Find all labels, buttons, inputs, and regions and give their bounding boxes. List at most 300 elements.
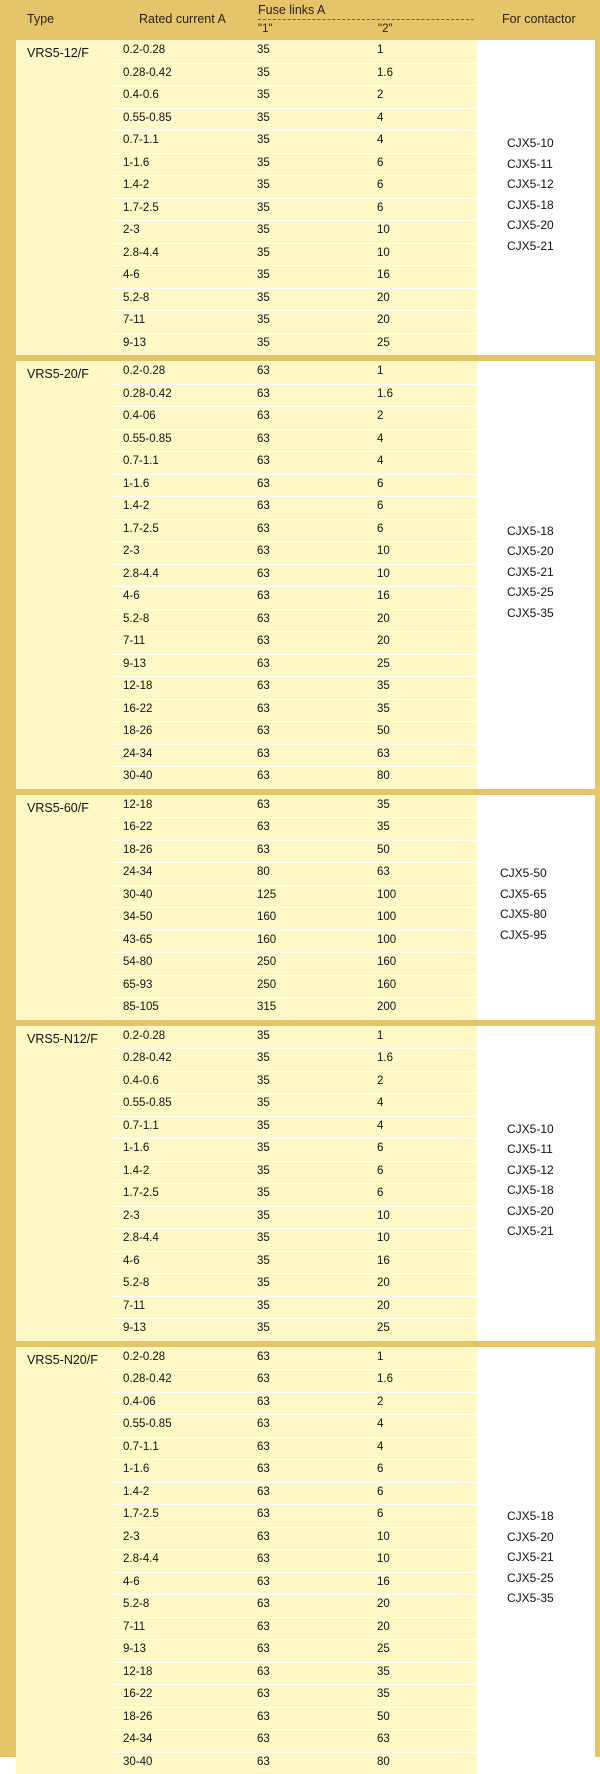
row-divider (113, 310, 477, 311)
fuse-1-cell: 63 (257, 613, 270, 625)
contactor-item: CJX5-95 (500, 928, 547, 949)
contactor-item: CJX5-18 (507, 1183, 554, 1204)
fuse-2-cell: 10 (377, 1232, 390, 1244)
fuse-2-cell: 2 (377, 410, 383, 422)
contactor-item: CJX5-20 (507, 1204, 554, 1225)
row-divider (113, 1414, 477, 1415)
fuse-2-cell: 1.6 (377, 67, 393, 79)
fuse-2-cell: 20 (377, 1277, 390, 1289)
row-divider (113, 541, 477, 542)
table-row (113, 1527, 477, 1550)
rated-current-cell: 5.2-8 (123, 1277, 149, 1289)
fuse-1-cell: 63 (257, 844, 270, 856)
fuse-1-cell: 63 (257, 478, 270, 490)
fuse-2-cell: 35 (377, 1666, 390, 1678)
fuse-2-cell: 4 (377, 1418, 383, 1430)
row-divider (113, 1296, 477, 1297)
fuse-1-cell: 35 (257, 224, 270, 236)
table-row (113, 1138, 477, 1161)
contactor-item: CJX5-21 (507, 565, 554, 586)
row-divider (113, 153, 477, 154)
fuse-1-cell: 35 (257, 1075, 270, 1087)
fuse-1-cell: 35 (257, 314, 270, 326)
rated-current-cell: 0.4-0.6 (123, 89, 159, 101)
rated-current-cell: 2-3 (123, 545, 140, 557)
table-row (113, 1392, 477, 1415)
rated-current-cell: 16-22 (123, 1688, 152, 1700)
fuse-1-cell: 160 (257, 911, 276, 923)
fuse-1-cell: 63 (257, 1733, 270, 1745)
type-label: VRS5-60/F (27, 801, 89, 815)
fuse-1-cell: 35 (257, 247, 270, 259)
table-row (113, 1206, 477, 1229)
fuse-1-cell: 63 (257, 1666, 270, 1678)
table-row (113, 1026, 477, 1049)
table-row (113, 1296, 477, 1319)
fuse-2-cell: 10 (377, 224, 390, 236)
row-divider (113, 85, 477, 86)
table-row (113, 744, 477, 767)
table-row (113, 795, 477, 818)
row-divider (113, 1504, 477, 1505)
row-divider (113, 1183, 477, 1184)
row-divider (113, 265, 477, 266)
fuse-1-cell: 63 (257, 799, 270, 811)
type-label: VRS5-N12/F (27, 1032, 98, 1046)
table-row (113, 885, 477, 908)
table-row (113, 1729, 477, 1752)
fuse-1-cell: 63 (257, 1508, 270, 1520)
rated-current-cell: 9-13 (123, 1643, 146, 1655)
contactor-item: CJX5-21 (507, 239, 554, 260)
table-row (113, 699, 477, 722)
rated-current-cell: 18-26 (123, 725, 152, 737)
rated-current-cell: 65-93 (123, 979, 152, 991)
row-divider (113, 1459, 477, 1460)
fuse-1-cell: 63 (257, 1463, 270, 1475)
table-row (113, 288, 477, 311)
table-row (113, 175, 477, 198)
row-divider (113, 474, 477, 475)
rated-current-cell: 4-6 (123, 1576, 140, 1588)
right-band (595, 0, 600, 1757)
table-row (113, 384, 477, 407)
rated-current-cell: 0.7-1.1 (123, 1120, 159, 1132)
rated-current-cell: 34-50 (123, 911, 152, 923)
rated-current-cell: 2-3 (123, 224, 140, 236)
fuse-2-cell: 10 (377, 247, 390, 259)
rated-current-cell: 2.8-4.4 (123, 1232, 159, 1244)
type-label: VRS5-12/F (27, 46, 89, 60)
fuse-1-cell: 63 (257, 1373, 270, 1385)
fuse-1-cell: 63 (257, 725, 270, 737)
rated-current-cell: 12-18 (123, 799, 152, 811)
table-row (113, 406, 477, 429)
table-row (113, 564, 477, 587)
fuse-2-cell: 50 (377, 844, 390, 856)
fuse-1-cell: 35 (257, 157, 270, 169)
row-divider (113, 952, 477, 953)
table-row (113, 631, 477, 654)
row-divider (113, 1138, 477, 1139)
table-row (113, 1707, 477, 1730)
left-band (0, 0, 16, 1757)
fuse-2-cell: 6 (377, 478, 383, 490)
table-row (113, 1183, 477, 1206)
contactor-item: CJX5-18 (507, 1509, 554, 1530)
fuse-2-cell: 80 (377, 770, 390, 782)
fuse-2-cell: 20 (377, 635, 390, 647)
fuse-2-cell: 10 (377, 1531, 390, 1543)
fuse-2-cell: 10 (377, 545, 390, 557)
fuse-1-cell: 35 (257, 1030, 270, 1042)
rated-current-cell: 1.4-2 (123, 179, 149, 191)
fuse-1-cell: 35 (257, 112, 270, 124)
table-row (113, 1482, 477, 1505)
fuse-2-cell: 25 (377, 658, 390, 670)
row-divider (113, 1071, 477, 1072)
row-divider (113, 175, 477, 176)
header-rated-current: Rated current A (139, 12, 226, 26)
fuse-2-cell: 16 (377, 1255, 390, 1267)
fuse-1-cell: 35 (257, 67, 270, 79)
fuse-2-cell: 20 (377, 1621, 390, 1633)
contactor-list (507, 524, 554, 627)
table-row (113, 1594, 477, 1617)
rated-current-cell: 0.4-06 (123, 410, 156, 422)
fuse-2-cell: 6 (377, 1486, 383, 1498)
rated-current-cell: 54-80 (123, 956, 152, 968)
fuse-1-cell: 35 (257, 202, 270, 214)
rated-current-cell: 18-26 (123, 844, 152, 856)
fuse-2-cell: 100 (377, 911, 396, 923)
rated-current-cell: 9-13 (123, 337, 146, 349)
fuse-1-cell: 63 (257, 1441, 270, 1453)
row-divider (113, 997, 477, 998)
row-divider (113, 243, 477, 244)
fuse-1-cell: 63 (257, 1598, 270, 1610)
row-divider (113, 1048, 477, 1049)
header-fuse-2: "2" (378, 23, 393, 35)
table-row (113, 541, 477, 564)
row-divider (113, 1093, 477, 1094)
fuse-2-cell: 50 (377, 725, 390, 737)
header-divider (258, 19, 474, 20)
fuse-1-cell: 35 (257, 1052, 270, 1064)
fuse-2-cell: 1.6 (377, 1373, 393, 1385)
row-divider (113, 766, 477, 767)
fuse-1-cell: 63 (257, 1351, 270, 1363)
header-for-contactor: For contactor (502, 12, 576, 26)
rated-current-cell: 2.8-4.4 (123, 568, 159, 580)
rated-current-cell: 0.2-0.28 (123, 1351, 165, 1363)
fuse-2-cell: 6 (377, 1187, 383, 1199)
fuse-2-cell: 20 (377, 1598, 390, 1610)
rated-current-cell: 9-13 (123, 1322, 146, 1334)
fuse-2-cell: 35 (377, 1688, 390, 1700)
row-divider (113, 631, 477, 632)
rated-current-cell: 16-22 (123, 821, 152, 833)
type-cell (16, 795, 113, 1020)
type-cell (16, 361, 113, 789)
rated-current-cell: 2.8-4.4 (123, 1553, 159, 1565)
fuse-2-cell: 6 (377, 202, 383, 214)
table-row (113, 1071, 477, 1094)
rated-current-cell: 1-1.6 (123, 1142, 149, 1154)
fuse-2-cell: 16 (377, 269, 390, 281)
fuse-2-cell: 63 (377, 866, 390, 878)
table-row (113, 1116, 477, 1139)
fuse-2-cell: 1 (377, 1351, 383, 1363)
fuse-2-cell: 160 (377, 956, 396, 968)
contactor-list (507, 1509, 554, 1612)
fuse-2-cell: 2 (377, 1396, 383, 1408)
row-divider (113, 975, 477, 976)
fuse-1-cell: 35 (257, 1142, 270, 1154)
contactor-list (507, 136, 554, 259)
fuse-1-cell: 35 (257, 269, 270, 281)
row-divider (113, 1251, 477, 1252)
table-row (113, 1273, 477, 1296)
row-divider (113, 1752, 477, 1753)
rated-current-cell: 1-1.6 (123, 1463, 149, 1475)
table-row (113, 333, 477, 356)
table-row (113, 1639, 477, 1662)
fuse-2-cell: 1 (377, 365, 383, 377)
table-row (113, 496, 477, 519)
fuse-1-cell: 63 (257, 1396, 270, 1408)
contactor-item: CJX5-50 (500, 866, 547, 887)
table-row (113, 1504, 477, 1527)
row-divider (113, 1707, 477, 1708)
fuse-1-cell: 63 (257, 658, 270, 670)
table-row (113, 108, 477, 131)
rated-current-cell: 0.28-0.42 (123, 1373, 172, 1385)
header-fuse-1: "1" (258, 23, 273, 35)
row-divider (113, 840, 477, 841)
row-divider (113, 1116, 477, 1117)
table-row (113, 862, 477, 885)
row-divider (113, 1527, 477, 1528)
rated-current-cell: 30-40 (123, 770, 152, 782)
fuse-1-cell: 250 (257, 956, 276, 968)
fuse-2-cell: 1.6 (377, 1052, 393, 1064)
table-row (113, 85, 477, 108)
table-row (113, 817, 477, 840)
fuse-1-cell: 63 (257, 680, 270, 692)
row-divider (113, 609, 477, 610)
table-row (113, 198, 477, 221)
row-divider (113, 1572, 477, 1573)
row-divider (113, 406, 477, 407)
fuse-2-cell: 63 (377, 748, 390, 760)
rated-current-cell: 0.4-0.6 (123, 1075, 159, 1087)
fuse-1-cell: 63 (257, 1531, 270, 1543)
fuse-1-cell: 63 (257, 388, 270, 400)
fuse-1-cell: 35 (257, 1187, 270, 1199)
contactor-item: CJX5-25 (507, 1571, 554, 1592)
table-row (113, 265, 477, 288)
rated-current-cell: 7-11 (123, 1300, 145, 1312)
fuse-1-cell: 63 (257, 1711, 270, 1723)
fuse-2-cell: 4 (377, 112, 383, 124)
table-row (113, 1617, 477, 1640)
contactor-item: CJX5-21 (507, 1224, 554, 1245)
fuse-2-cell: 100 (377, 934, 396, 946)
contactor-item: CJX5-18 (507, 524, 554, 545)
fuse-1-cell: 125 (257, 889, 276, 901)
row-divider (113, 564, 477, 565)
type-label: VRS5-N20/F (27, 1353, 98, 1367)
row-divider (113, 1662, 477, 1663)
table-row (113, 609, 477, 632)
contactor-item: CJX5-12 (507, 1163, 554, 1184)
table-row (113, 429, 477, 452)
row-divider (113, 654, 477, 655)
rated-current-cell: 1-1.6 (123, 478, 149, 490)
fuse-2-cell: 6 (377, 179, 383, 191)
fuse-1-cell: 35 (257, 89, 270, 101)
row-divider (113, 1549, 477, 1550)
rated-current-cell: 4-6 (123, 1255, 140, 1267)
rated-current-cell: 18-26 (123, 1711, 152, 1723)
fuse-1-cell: 63 (257, 523, 270, 535)
fuse-2-cell: 4 (377, 1441, 383, 1453)
fuse-2-cell: 25 (377, 1643, 390, 1655)
rated-current-cell: 0.55-0.85 (123, 433, 172, 445)
table-row (113, 766, 477, 789)
rated-current-cell: 0.55-0.85 (123, 112, 172, 124)
fuse-1-cell: 63 (257, 1688, 270, 1700)
rated-current-cell: 5.2-8 (123, 292, 149, 304)
contactor-item: CJX5-10 (507, 136, 554, 157)
fuse-2-cell: 2 (377, 89, 383, 101)
fuse-1-cell: 35 (257, 1165, 270, 1177)
rated-current-cell: 0.2-0.28 (123, 365, 165, 377)
fuse-2-cell: 10 (377, 568, 390, 580)
fuse-2-cell: 50 (377, 1711, 390, 1723)
table-row (113, 997, 477, 1020)
table-row (113, 1662, 477, 1685)
fuse-1-cell: 35 (257, 1120, 270, 1132)
fuse-2-cell: 35 (377, 680, 390, 692)
fuse-1-cell: 63 (257, 590, 270, 602)
rated-current-cell: 4-6 (123, 590, 140, 602)
fuse-2-cell: 1 (377, 1030, 383, 1042)
rated-current-cell: 0.28-0.42 (123, 388, 172, 400)
fuse-1-cell: 160 (257, 934, 276, 946)
fuse-2-cell: 1 (377, 44, 383, 56)
fuse-1-cell: 63 (257, 1418, 270, 1430)
fuse-1-cell: 63 (257, 635, 270, 647)
fuse-2-cell: 35 (377, 799, 390, 811)
fuse-1-cell: 63 (257, 1486, 270, 1498)
fuse-1-cell: 35 (257, 292, 270, 304)
fuse-1-cell: 35 (257, 134, 270, 146)
row-divider (113, 676, 477, 677)
rated-current-cell: 30-40 (123, 889, 152, 901)
fuse-2-cell: 1.6 (377, 388, 393, 400)
table-row (113, 153, 477, 176)
fuse-1-cell: 63 (257, 1756, 270, 1768)
table-row (113, 361, 477, 384)
table-row (113, 586, 477, 609)
fuse-2-cell: 80 (377, 1756, 390, 1768)
header-fuse-links: Fuse links A (258, 3, 325, 17)
fuse-2-cell: 200 (377, 1001, 396, 1013)
rated-current-cell: 0.55-0.85 (123, 1418, 172, 1430)
contactor-item: CJX5-11 (507, 1142, 554, 1163)
fuse-1-cell: 35 (257, 179, 270, 191)
rated-current-cell: 0.28-0.42 (123, 1052, 172, 1064)
table-row (113, 1572, 477, 1595)
fuse-2-cell: 20 (377, 292, 390, 304)
row-divider (113, 429, 477, 430)
rated-current-cell: 9-13 (123, 658, 146, 670)
row-divider (113, 1684, 477, 1685)
table-row (113, 654, 477, 677)
contactor-item: CJX5-65 (500, 887, 547, 908)
rated-current-cell: 0.28-0.42 (123, 67, 172, 79)
table-row (113, 130, 477, 153)
fuse-2-cell: 6 (377, 500, 383, 512)
rated-current-cell: 24-34 (123, 748, 152, 760)
fuse-2-cell: 20 (377, 613, 390, 625)
rated-current-cell: 12-18 (123, 1666, 152, 1678)
fuse-2-cell: 4 (377, 1120, 383, 1132)
fuse-1-cell: 35 (257, 44, 270, 56)
rated-current-cell: 12-18 (123, 680, 152, 692)
row-divider (113, 220, 477, 221)
fuse-2-cell: 6 (377, 1165, 383, 1177)
row-divider (113, 496, 477, 497)
rated-current-cell: 0.2-0.28 (123, 1030, 165, 1042)
table-row (113, 474, 477, 497)
rated-current-cell: 16-22 (123, 703, 152, 715)
header-type: Type (27, 12, 54, 26)
table-row (113, 1251, 477, 1274)
fuse-2-cell: 6 (377, 1463, 383, 1475)
fuse-2-cell: 4 (377, 433, 383, 445)
fuse-2-cell: 16 (377, 1576, 390, 1588)
fuse-1-cell: 63 (257, 770, 270, 782)
fuse-2-cell: 25 (377, 337, 390, 349)
row-divider (113, 384, 477, 385)
fuse-1-cell: 63 (257, 1576, 270, 1588)
rated-current-cell: 2-3 (123, 1210, 140, 1222)
fuse-1-cell: 63 (257, 433, 270, 445)
table-row (113, 310, 477, 333)
fuse-1-cell: 63 (257, 703, 270, 715)
table-row (113, 519, 477, 542)
fuse-1-cell: 63 (257, 500, 270, 512)
rated-current-cell: 0.55-0.85 (123, 1097, 172, 1109)
rated-current-cell: 0.7-1.1 (123, 455, 159, 467)
rated-current-cell: 1.4-2 (123, 1165, 149, 1177)
rated-current-cell: 24-34 (123, 866, 152, 878)
fuse-1-cell: 63 (257, 1553, 270, 1565)
table-row (113, 1414, 477, 1437)
row-divider (113, 1318, 477, 1319)
table-row (113, 975, 477, 998)
rated-current-cell: 1.7-2.5 (123, 523, 159, 535)
contactor-item: CJX5-20 (507, 544, 554, 565)
fuse-1-cell: 35 (257, 337, 270, 349)
table-row (113, 676, 477, 699)
row-divider (113, 333, 477, 334)
fuse-2-cell: 10 (377, 1553, 390, 1565)
table-row (113, 1318, 477, 1341)
